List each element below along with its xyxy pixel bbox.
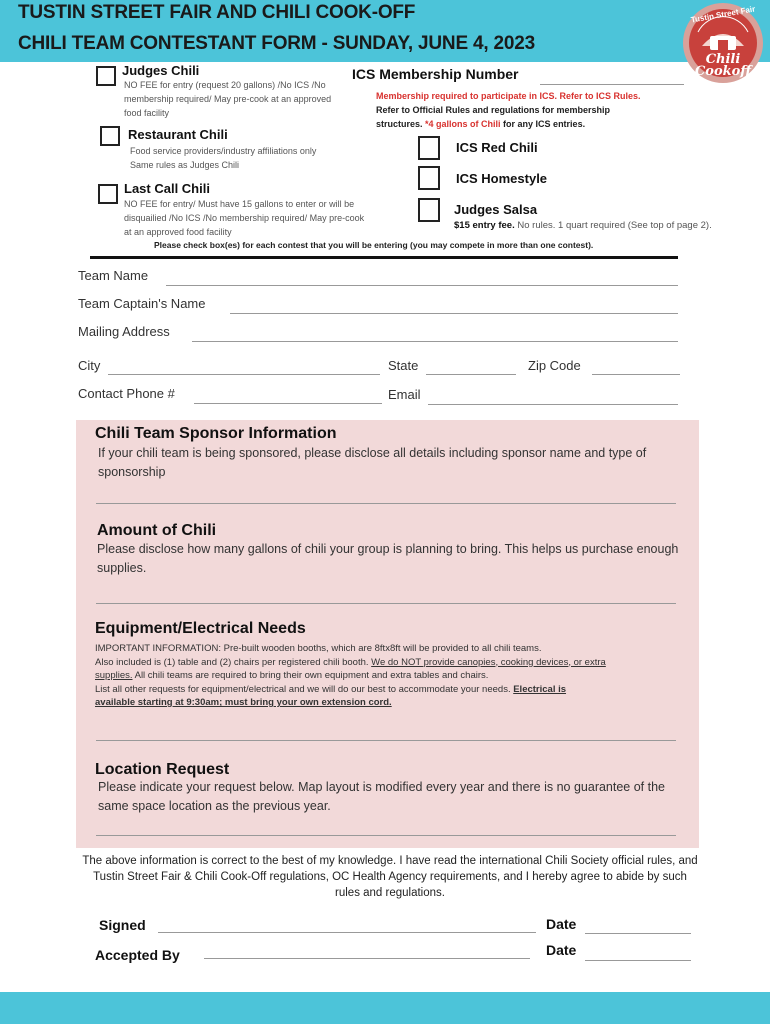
zip-code-label: Zip Code [528, 358, 581, 373]
city-field[interactable] [108, 374, 380, 375]
last-call-chili-checkbox[interactable] [98, 184, 118, 204]
mailing-address-field[interactable] [192, 341, 678, 342]
sponsor-text: If your chili team is being sponsored, please disclose all details including sponsor name and type of sponsorship [98, 446, 647, 479]
amount-text: Please disclose how many gallons of chili your group is planning to bring. This helps us purchase enough supplies. [97, 542, 679, 575]
equipment-field[interactable] [96, 740, 676, 741]
restaurant-chili-desc: Food service providers/industry affiliations only Same rules as Judges Chili [130, 146, 317, 170]
sponsor-field[interactable] [96, 503, 676, 504]
restaurant-chili-label: Restaurant Chili [128, 127, 228, 142]
form-title-line1: TUSTIN STREET FAIR AND CHILI COOK-OFF [18, 2, 416, 23]
email-label: Email [388, 387, 421, 402]
last-call-chili-label: Last Call Chili [124, 181, 210, 196]
team-name-label: Team Name [78, 268, 149, 283]
ics-homestyle-label: ICS Homestyle [456, 171, 548, 186]
equipment-title: Equipment/Electrical Needs [95, 620, 306, 637]
judges-chili-label: Judges Chili [122, 63, 200, 78]
restaurant-chili-checkbox[interactable] [100, 126, 120, 146]
zip-code-field[interactable] [592, 374, 680, 375]
logo-top-text: Tustin Street Fair [690, 4, 756, 25]
contact-phone-label: Contact Phone # [78, 386, 175, 401]
ics-red-chili-label: ICS Red Chili [456, 140, 538, 155]
logo-bottom-text: Chili Cookoff [694, 52, 752, 79]
equipment-text: IMPORTANT INFORMATION: Pre-built wooden booths, which are 8ftx8ft will be provided to all chili teams. Also included is (1) table and (2) chairs per registered chili booth. We do NOT provide canopies, cooking devices, or extra supplies. All chili teams are required to bring their own equipment and extra tables and chairs. List all other requests for equipment/electrical and we will do our best to accommodate your needs. Electrical is available starting at 9:30am; must bring your own extension cord. [95, 643, 606, 708]
location-text: Please indicate your request below. Map layout is modified every year and there is no guarantee of the same space location as the previous year. [98, 780, 666, 813]
ics-homestyle-checkbox[interactable] [418, 166, 440, 190]
agreement-text: The above information is correct to the best of my knowledge. I have read the international Chili Society official rules, and Tustin Street Fair & Chili Cook-Off regulations, OC Health Agency requirements, and I hereby agree to abide by such rules and regulations. [82, 855, 698, 899]
state-label: State [388, 358, 419, 373]
ics-requirements-note: Membership required to participate in ICS. Refer to ICS Rules. Refer to Official Rules and regulations for membership structures. *4 gallons of Chili for any ICS entries. [376, 91, 641, 129]
judges-chili-desc: NO FEE for entry (request 20 gallons) /No ICS /No membership required/ May pre-cook at an approved food facility [124, 80, 332, 118]
state-field[interactable] [426, 374, 516, 375]
ics-red-chili-checkbox[interactable] [418, 136, 440, 160]
signed-field[interactable] [158, 932, 536, 933]
section-divider [90, 256, 678, 259]
date-field-2[interactable] [585, 960, 691, 961]
judges-chili-checkbox[interactable] [96, 66, 116, 86]
ics-membership-number-field[interactable] [540, 84, 684, 85]
email-field[interactable] [428, 404, 678, 405]
last-call-chili-desc: NO FEE for entry/ Must have 15 gallons to enter or will be disquailied /No ICS /No membership required/ May pre-cook at an approved food facility [124, 199, 365, 237]
judges-salsa-note: $15 entry fee. No rules. 1 quart required (See top of page 2). [454, 220, 712, 231]
mailing-address-label: Mailing Address [78, 324, 170, 339]
chili-cookoff-logo [682, 2, 764, 84]
city-label: City [78, 358, 101, 373]
judges-salsa-checkbox[interactable] [418, 198, 440, 222]
location-title: Location Request [95, 761, 230, 778]
sponsor-title: Chili Team Sponsor Information [95, 425, 337, 442]
signed-label: Signed [99, 917, 146, 933]
accepted-by-field[interactable] [204, 958, 530, 959]
date-field-1[interactable] [585, 933, 691, 934]
judges-salsa-label: Judges Salsa [454, 202, 538, 217]
team-captain-field[interactable] [230, 313, 678, 314]
amount-field[interactable] [96, 603, 676, 604]
team-captain-label: Team Captain's Name [78, 296, 206, 311]
amount-title: Amount of Chili [97, 522, 217, 539]
contact-phone-field[interactable] [194, 403, 382, 404]
check-boxes-instruction: Please check box(es) for each contest that you will be entering (you may compete in more than one contest). [154, 240, 594, 250]
team-name-field[interactable] [166, 285, 678, 286]
location-field[interactable] [96, 835, 676, 836]
form-title-line2: CHILI TEAM CONTESTANT FORM - SUNDAY, JUNE 4, 2023 [18, 33, 535, 54]
accepted-by-label: Accepted By [95, 947, 180, 963]
ics-membership-label: ICS Membership Number [352, 66, 519, 82]
date-label-2: Date [546, 942, 577, 958]
date-label-1: Date [546, 916, 577, 932]
footer-banner [0, 992, 770, 1024]
